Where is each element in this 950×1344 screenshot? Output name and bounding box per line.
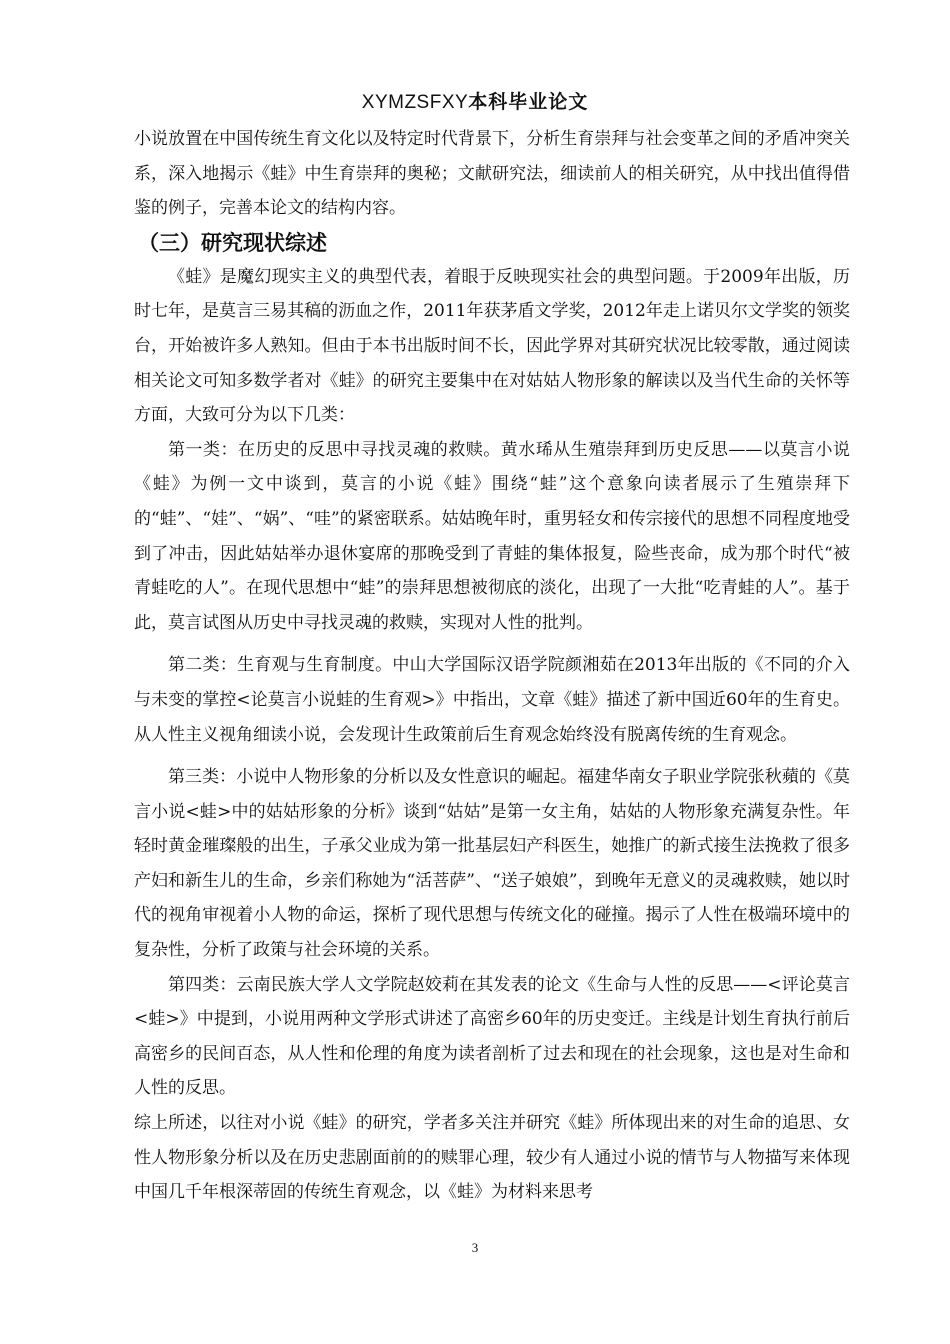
paragraph-summary: 综上所述，以往对小说《蛙》的研究，学者多关注并研究《蛙》所体现出来的对生命的追思、女性人物形象分析以及在历史悲剧面前的的赎罪心理，较少有人通过小说的情节与人物描写来体现中国几千年根深蒂固的传统生育观念，以《蛙》为材料来思考 <box>134 1113 850 1203</box>
paragraph-overview: 《蛙》是魔幻现实主义的典型代表，着眼于反映现实社会的典型问题。于2009年出版，历时七年，是莫言三易其稿的沥血之作，2011年获茅盾文学奖，2012年走上诺贝尔文学奖的领奖台，开始被许多人熟知。但由于本书出版时间不长，因此学界对其研究状况比较零散，通过阅读相关论文可知多数学者对《蛙》的研究主要集中在对姑姑人物形象的解读以及当代生命的关怀等方面，大致可分为以下几类： <box>134 266 850 426</box>
paragraph-category-3: 第三类：小说中人物形象的分析以及女性意识的崛起。福建华南女子职业学院张秋蘋的《莫言小说<蛙>中的姑姑形象的分析》谈到“姑姑”是第一女主角，姑姑的人物形象充满复杂性。年轻时黄金璀璨般的出生，子承父业成为第一批基层妇产科医生，她推广的新式接生法挽救了很多产妇和新生儿的生命，乡亲们称她为“活菩萨”、“送子娘娘”，到晚年无意义的灵魂救赎，她以时代的视角审视着小人物的命运，探析了现代思想与传统文化的碰撞。揭示了人性在极端环境中的复杂性，分析了政策与社会环境的关系。 <box>134 767 850 961</box>
page-number: 3 <box>471 1240 479 1255</box>
paragraph-continued: 小说放置在中国传统生育文化以及特定时代背景下，分析生育崇拜与社会变革之间的矛盾冲突关系，深入地揭示《蛙》中生育崇拜的奥秘；文献研究法，细读前人的相关研究，从中找出值得借鉴的例子，完善本论文的结构内容。 <box>134 129 850 219</box>
paragraph-category-2: 第二类：生育观与生育制度。中山大学国际汉语学院颜湘茹在2013年出版的《不同的介入与未变的掌控<论莫言小说蛙的生育观>》中指出，文章《蛙》描述了新中国近60年的生育史。从人性主义视角细读小说，会发现计生政策前后生育观念始终没有脱离传统的生育观念。 <box>134 655 850 745</box>
header-school-code: XYMZSFXY <box>361 92 469 113</box>
document-body <box>134 122 850 1210</box>
page-header <box>0 88 950 117</box>
header-thesis-title: 本科毕业论文 <box>468 91 589 113</box>
section-heading: （三）研究现状综述 <box>138 230 327 255</box>
paragraph-category-4: 第四类：云南民族大学人文学院赵姣莉在其发表的论文《生命与人性的反思——<评论莫言<蛙>》中提到，小说用两种文学形式讲述了高密乡60年的历史变迁。主线是计划生育执行前后高密乡的民间百态，从人性和伦理的角度为读者剖析了过去和现在的社会现象，这也是对生命和人性的反思。 <box>134 974 850 1099</box>
paragraph-category-1: 第一类：在历史的反思中寻找灵魂的救赎。黄水琋从生殖崇拜到历史反思——以莫言小说《蛙》为例一文中谈到，莫言的小说《蛙》围绕“蛙”这个意象向读者展示了生殖崇拜下的“蛙”、“娃”、“娲”、“哇”的紧密联系。姑姑晚年时，重男轻女和传宗接代的思想不同程度地受到了冲击，因此姑姑举办退休宴席的那晚受到了青蛙的集体报复，险些丧命，成为那个时代“被青蛙吃的人”。在现代思想中“蛙”的崇拜思想被彻底的淡化，出现了一大批“吃青蛙的人”。基于此，莫言试图从历史中寻找灵魂的救赎，实现对人性的批判。 <box>134 439 850 633</box>
